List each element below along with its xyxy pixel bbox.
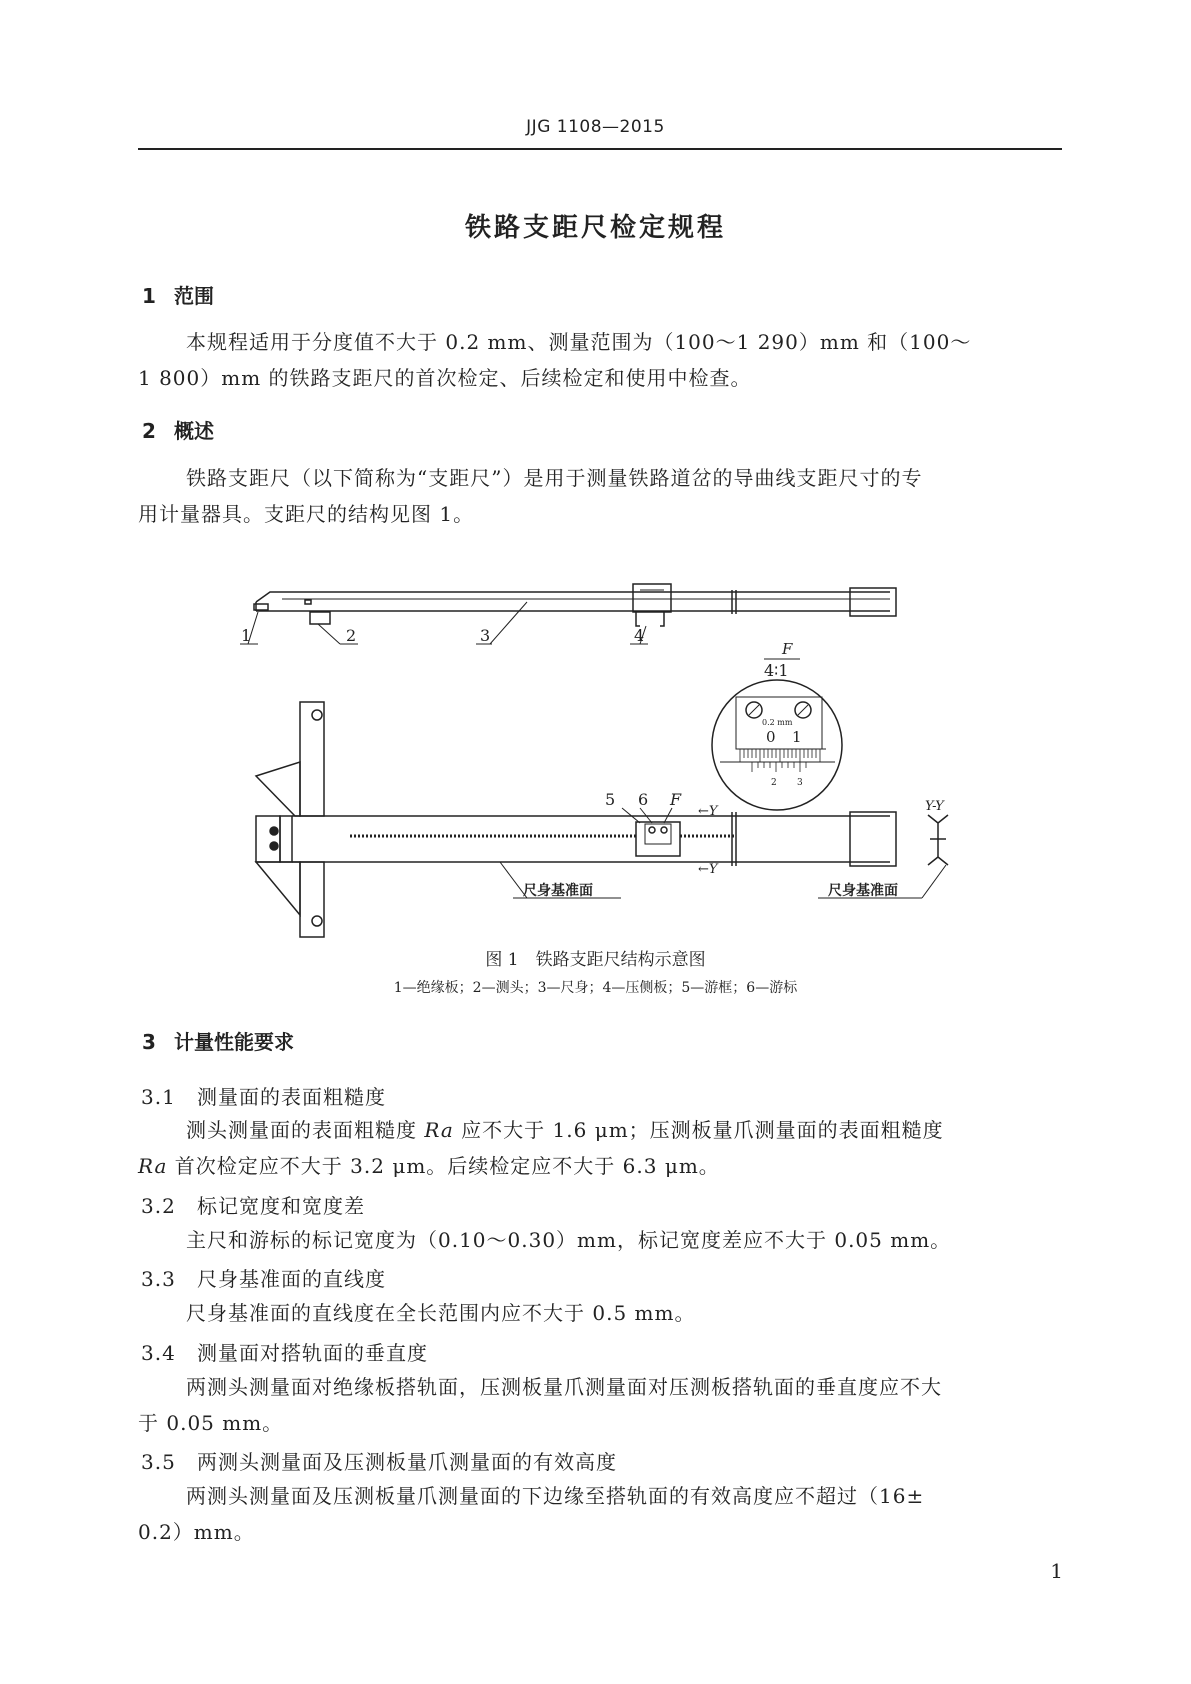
datum-label-right: 尺身基准面 [828, 883, 898, 899]
section-1-paragraph [138, 324, 1062, 396]
label-F-detail: F [782, 640, 793, 658]
text-line: 于 0.05 mm。 [138, 1411, 284, 1435]
section-title: 概述 [174, 419, 214, 443]
section-2-heading [142, 415, 214, 444]
figure-caption: 图 1 铁路支距尺结构示意图 [485, 950, 706, 970]
main-scale-2: 2 [771, 778, 777, 788]
label-2: 2 [346, 626, 357, 645]
text-line: 主尺和游标的标记宽度为（0.10～0.30）mm，标记宽度差应不大于 0.05 mm。 [186, 1228, 952, 1252]
text-run: 首次检定应不大于 3.2 μm。后续检定应不大于 6.3 μm。 [167, 1154, 720, 1178]
section-arrow-top: ←Y [698, 804, 718, 819]
subsection-title: 两测头测量面及压测板量爪测量面的有效高度 [197, 1450, 617, 1474]
detail-view-circle [712, 680, 842, 810]
section-2-paragraph [138, 460, 1062, 532]
section-number: 3 [142, 1030, 156, 1054]
section-arrow-bottom: ←Y [698, 862, 718, 877]
section-1-heading [142, 280, 214, 309]
scale-label: 4∶1 [764, 661, 789, 680]
section-title: 范围 [174, 284, 214, 308]
subsection-3-1 [141, 1081, 386, 1110]
subsection-3-5 [141, 1446, 617, 1475]
section-title: 计量性能要求 [174, 1030, 294, 1054]
subsection-title: 测量面的表面粗糙度 [197, 1085, 386, 1109]
vernier-1: 1 [792, 728, 802, 746]
text-line: 1 800）mm 的铁路支距尺的首次检定、后续检定和使用中检查。 [138, 366, 752, 390]
paragraph-3-2 [138, 1222, 1062, 1258]
paragraph-3-4 [138, 1369, 1062, 1441]
section-number: 2 [142, 419, 156, 443]
symbol-ra: Ra [138, 1154, 168, 1178]
datum-label-left: 尺身基准面 [523, 883, 593, 899]
text-line: 铁路支距尺（以下简称为“支距尺”）是用于测量铁路道岔的导曲线支距尺寸的专 [186, 466, 923, 490]
subsection-number: 3.4 [141, 1341, 176, 1365]
subsection-number: 3.5 [141, 1450, 176, 1474]
text-line: 两测头测量面及压测板量爪测量面的下边缘至搭轨面的有效高度应不超过（16± [186, 1484, 925, 1508]
text-line: 两测头测量面对绝缘板搭轨面，压测板量爪测量面对压测板搭轨面的垂直度应不大 [186, 1375, 942, 1399]
header-rule [138, 148, 1062, 150]
vernier-0: 0 [766, 728, 776, 746]
page-title: 铁路支距尺检定规程 [464, 213, 726, 243]
subsection-number: 3.3 [141, 1267, 176, 1291]
figure-1-diagram [0, 540, 1191, 940]
paragraph-3-5 [138, 1478, 1062, 1550]
text-line: 用计量器具。支距尺的结构见图 1。 [138, 502, 475, 526]
subsection-number: 3.2 [141, 1194, 176, 1218]
division-label: 0.2 mm [762, 718, 793, 727]
subsection-title: 标记宽度和宽度差 [197, 1194, 365, 1218]
text-line: 本规程适用于分度值不大于 0.2 mm、测量范围为（100～1 290）mm 和（100～ [186, 330, 972, 354]
label-3: 3 [480, 626, 491, 645]
text-run: 测头测量面的表面粗糙度 [186, 1118, 425, 1142]
section-number: 1 [142, 284, 156, 308]
section-3-heading [142, 1026, 294, 1055]
label-F: F [670, 790, 682, 809]
subsection-number: 3.1 [141, 1085, 176, 1109]
subsection-3-2 [141, 1190, 365, 1219]
ruler-plan-view [256, 702, 948, 937]
paragraph-3-1 [138, 1112, 1062, 1184]
figure-legend: 1—绝缘板；2—测头；3—尺身；4—压侧板；5—游框；6—游标 [393, 980, 798, 996]
label-6: 6 [638, 790, 649, 809]
document-code: JJG 1108—2015 [526, 117, 665, 137]
label-1: 1 [241, 626, 252, 645]
label-4: 4 [634, 626, 645, 645]
paragraph-3-3 [138, 1295, 1062, 1331]
page-number: 1 [1050, 1559, 1063, 1583]
subsection-3-4 [141, 1337, 428, 1366]
symbol-ra: Ra [424, 1118, 454, 1142]
subsection-title: 测量面对搭轨面的垂直度 [197, 1341, 428, 1365]
text-line: 0.2）mm。 [138, 1520, 255, 1544]
ruler-side-view [254, 584, 896, 626]
main-scale-3: 3 [797, 778, 803, 788]
text-line: 尺身基准面的直线度在全长范围内应不大于 0.5 mm。 [186, 1301, 696, 1325]
subsection-3-3 [141, 1263, 386, 1292]
section-label: Y-Y [925, 799, 944, 814]
subsection-title: 尺身基准面的直线度 [197, 1267, 386, 1291]
label-5: 5 [605, 790, 616, 809]
text-run: 应不大于 1.6 μm；压测板量爪测量面的表面粗糙度 [453, 1118, 944, 1142]
